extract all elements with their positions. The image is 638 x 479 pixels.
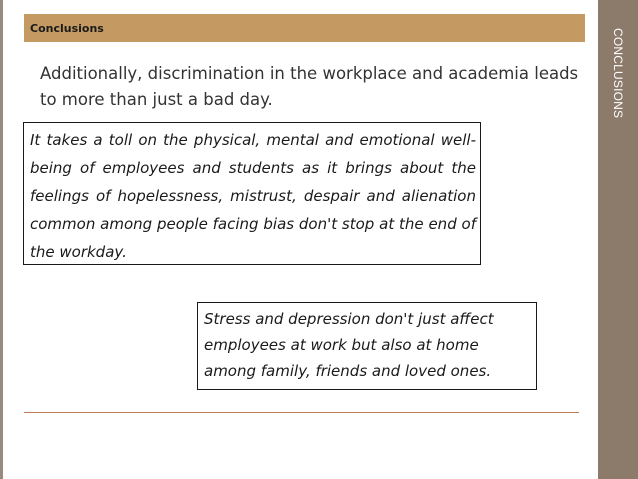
divider bbox=[24, 412, 579, 413]
left-edge-accent bbox=[0, 0, 3, 479]
title-bar bbox=[24, 14, 585, 42]
slide-title: Conclusions bbox=[30, 21, 104, 35]
intro-text: Additionally, discrimination in the workplace and academia leads to more than just a bad day. bbox=[40, 64, 579, 109]
callout-box-wellbeing: It takes a toll on the physical, mental and emotional well-being of employees and students as it brings about the feelings of hopelessness, mistrust, despair and alienation common among people facing bias don't stop at the end of the workday. bbox=[23, 122, 481, 265]
callout-box-stress: Stress and depression don't just affect employees at work but also at home among family, friends and loved ones. bbox=[197, 302, 537, 390]
section-label: CONCLUSIONS bbox=[611, 28, 625, 119]
